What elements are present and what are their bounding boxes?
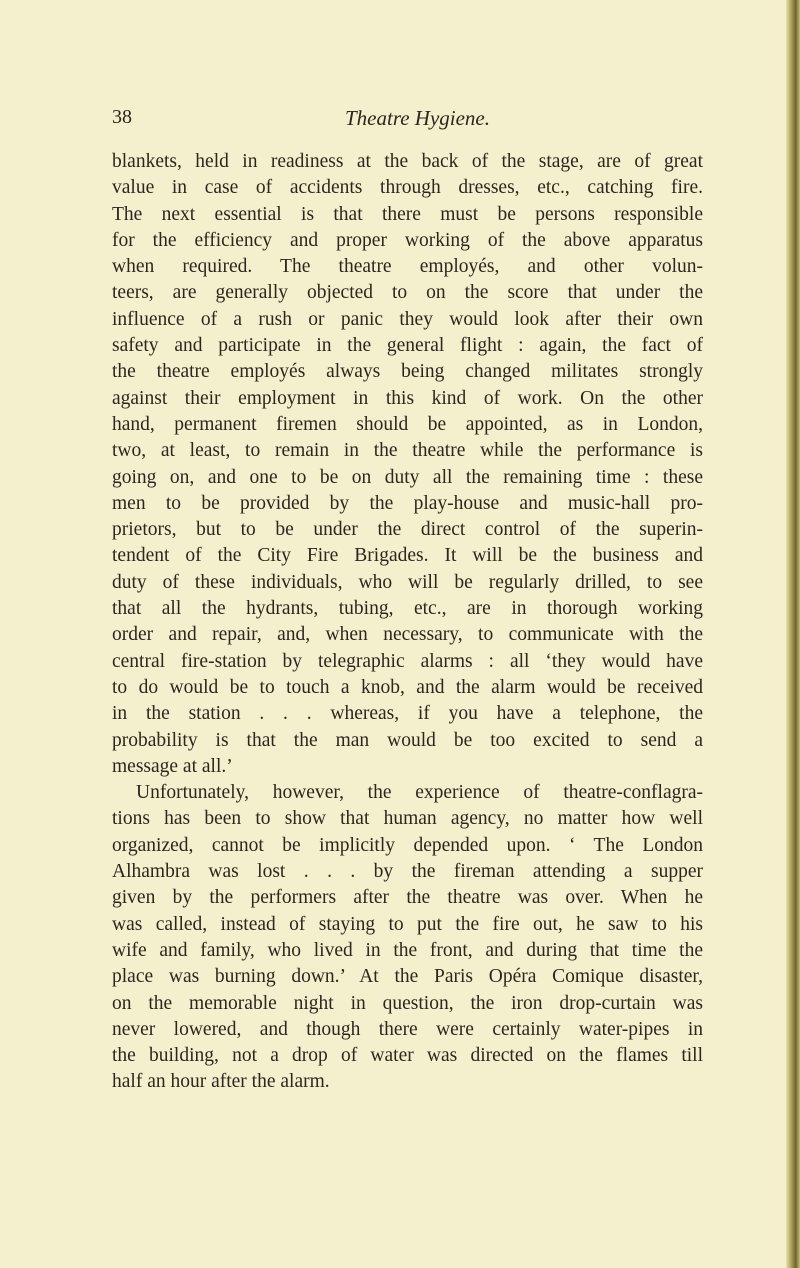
- page-gutter-edge: [786, 0, 800, 1268]
- text-line: in the station . . . whereas, if you have a telephone, the: [112, 703, 703, 725]
- text-line: teers, are generally objected to on the score that under the: [112, 282, 703, 304]
- text-line: on the memorable night in question, the iron drop-curtain was: [112, 992, 703, 1014]
- body-text: [112, 149, 703, 1096]
- text-line: tions has been to show that human agency, no matter how well: [112, 808, 703, 830]
- text-line: the building, not a drop of water was directed on the flames till: [112, 1045, 703, 1067]
- text-line: the theatre employés always being changed militates strongly: [112, 361, 703, 383]
- text-line: Unfortunately, however, the experience of theatre-conflagra-: [136, 782, 703, 804]
- text-line: The next essential is that there must be persons responsible: [112, 203, 703, 225]
- running-title: Theatre Hygiene.: [344, 106, 490, 130]
- text-line: never lowered, and though there were certainly water-pipes in: [112, 1018, 703, 1040]
- text-line: value in case of accidents through dresses, etc., catching fire.: [112, 177, 703, 199]
- text-line: half an hour after the alarm.: [112, 1071, 330, 1093]
- text-line: going on, and one to be on duty all the remaining time : these: [112, 466, 703, 488]
- text-line: to do would be to touch a knob, and the alarm would be received: [112, 676, 703, 698]
- text-line: message at all.’: [112, 755, 233, 777]
- text-line: given by the performers after the theatre was over. When he: [112, 887, 703, 909]
- text-line: blankets, held in readiness at the back of the stage, are of great: [112, 151, 703, 172]
- page-header: [112, 106, 703, 136]
- text-line: safety and participate in the general flight : again, the fact of: [112, 335, 703, 357]
- text-line: men to be provided by the play-house and music-hall pro-: [112, 492, 703, 514]
- text-line: was called, instead of staying to put the fire out, he saw to his: [112, 913, 703, 935]
- text-line: hand, permanent firemen should be appointed, as in London,: [112, 413, 703, 435]
- text-line: for the efficiency and proper working of the above apparatus: [112, 229, 703, 251]
- text-line: organized, cannot be implicitly depended upon. ‘ The London: [112, 834, 703, 856]
- text-line: that all the hydrants, tubing, etc., are in thorough working: [112, 598, 703, 620]
- text-line: prietors, but to be under the direct control of the superin-: [112, 519, 703, 541]
- text-line: probability is that the man would be too excited to send a: [112, 729, 703, 751]
- text-line: order and repair, and, when necessary, to communicate with the: [112, 624, 703, 646]
- text-line: wife and family, who lived in the front, and during that time the: [112, 939, 703, 961]
- text-line: when required. The theatre employés, and other volun-: [112, 256, 703, 278]
- text-line: duty of these individuals, who will be regularly drilled, to see: [112, 571, 703, 593]
- text-line: tendent of the City Fire Brigades. It will be the business and: [112, 545, 703, 567]
- text-line: influence of a rush or panic they would look after their own: [112, 308, 703, 330]
- text-line: central fire-station by telegraphic alarms : all ‘they would have: [112, 650, 703, 672]
- text-line: place was burning down.’ At the Paris Opéra Comique disaster,: [112, 966, 703, 988]
- page-number: 38: [112, 106, 132, 128]
- text-line: two, at least, to remain in the theatre while the performance is: [112, 440, 703, 462]
- text-line: against their employment in this kind of work. On the other: [112, 387, 703, 409]
- text-line: Alhambra was lost . . . by the fireman attending a supper: [112, 861, 703, 883]
